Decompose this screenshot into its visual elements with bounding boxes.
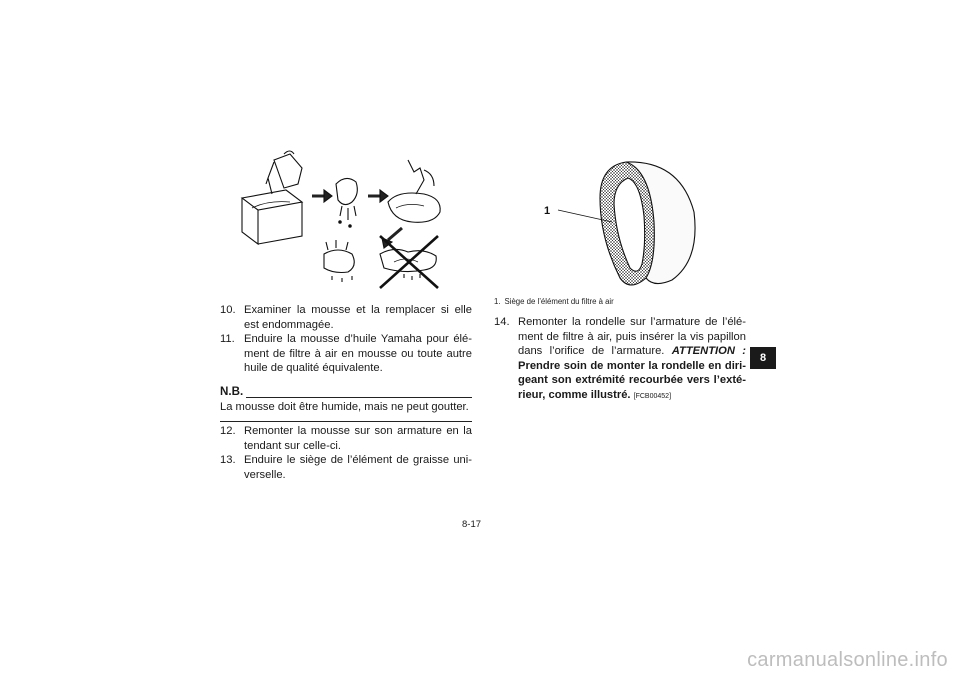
step-10 <box>220 303 472 332</box>
step-text: Enduire le siège de l’élément de graisse uni-verselle. <box>244 454 472 481</box>
watermark: carmanualsonline.info <box>747 649 948 671</box>
page-number: 8-17 <box>462 519 482 530</box>
step-text: Remonter la mousse sur son armature en la tendant sur celle-ci. <box>244 425 472 452</box>
callout-1: 1 <box>544 205 551 217</box>
steps-12-13 <box>220 424 472 482</box>
step-text: Enduire la mousse d’huile Yamaha pour élé-ment de filtre à air en mousse ou toute autre huile de qualité équivalente. <box>244 333 472 375</box>
attention-text: Prendre soin de monter la rondelle en diri-geant son extrémité recourbée vers l’exté-rieur, comme illustré. <box>518 359 746 401</box>
step-12 <box>220 424 472 453</box>
air-filter-illustration <box>530 152 710 294</box>
step-number: 13. <box>220 454 236 467</box>
figure-caption <box>494 297 614 306</box>
step-13 <box>220 453 472 482</box>
step-text: Examiner la mousse et la remplacer si elle est endommagée. <box>244 304 472 331</box>
section-tab: 8 <box>750 347 776 369</box>
step-number: 10. <box>220 304 236 316</box>
note-text: La mousse doit être humide, mais ne peut goutter. <box>220 401 469 413</box>
note-end-rule <box>220 421 472 422</box>
step-number: 14. <box>494 316 510 328</box>
step-14-block <box>494 315 746 405</box>
caption-number: 1. <box>494 297 501 306</box>
step-14 <box>494 315 746 405</box>
note-heading <box>220 385 472 398</box>
step-number: 12. <box>220 425 236 437</box>
note-label: N.B. <box>220 385 244 398</box>
step-text: Remonter la rondelle sur l’armature de l’élé-ment de filtre à air, puis insérer la vis papillon dans l’orifice de l’armature. <box>518 316 746 358</box>
reference-code: [FCB00452] <box>633 392 672 400</box>
foam-oiling-illustration <box>228 150 460 298</box>
steps-10-11 <box>220 303 472 376</box>
step-11 <box>220 332 472 376</box>
note-box <box>220 385 472 422</box>
attention-label: ATTENTION : <box>671 345 747 358</box>
note-rule <box>246 389 472 398</box>
step-number: 11. <box>220 333 235 346</box>
caption-text: Siège de l’élément du filtre à air <box>504 297 614 306</box>
